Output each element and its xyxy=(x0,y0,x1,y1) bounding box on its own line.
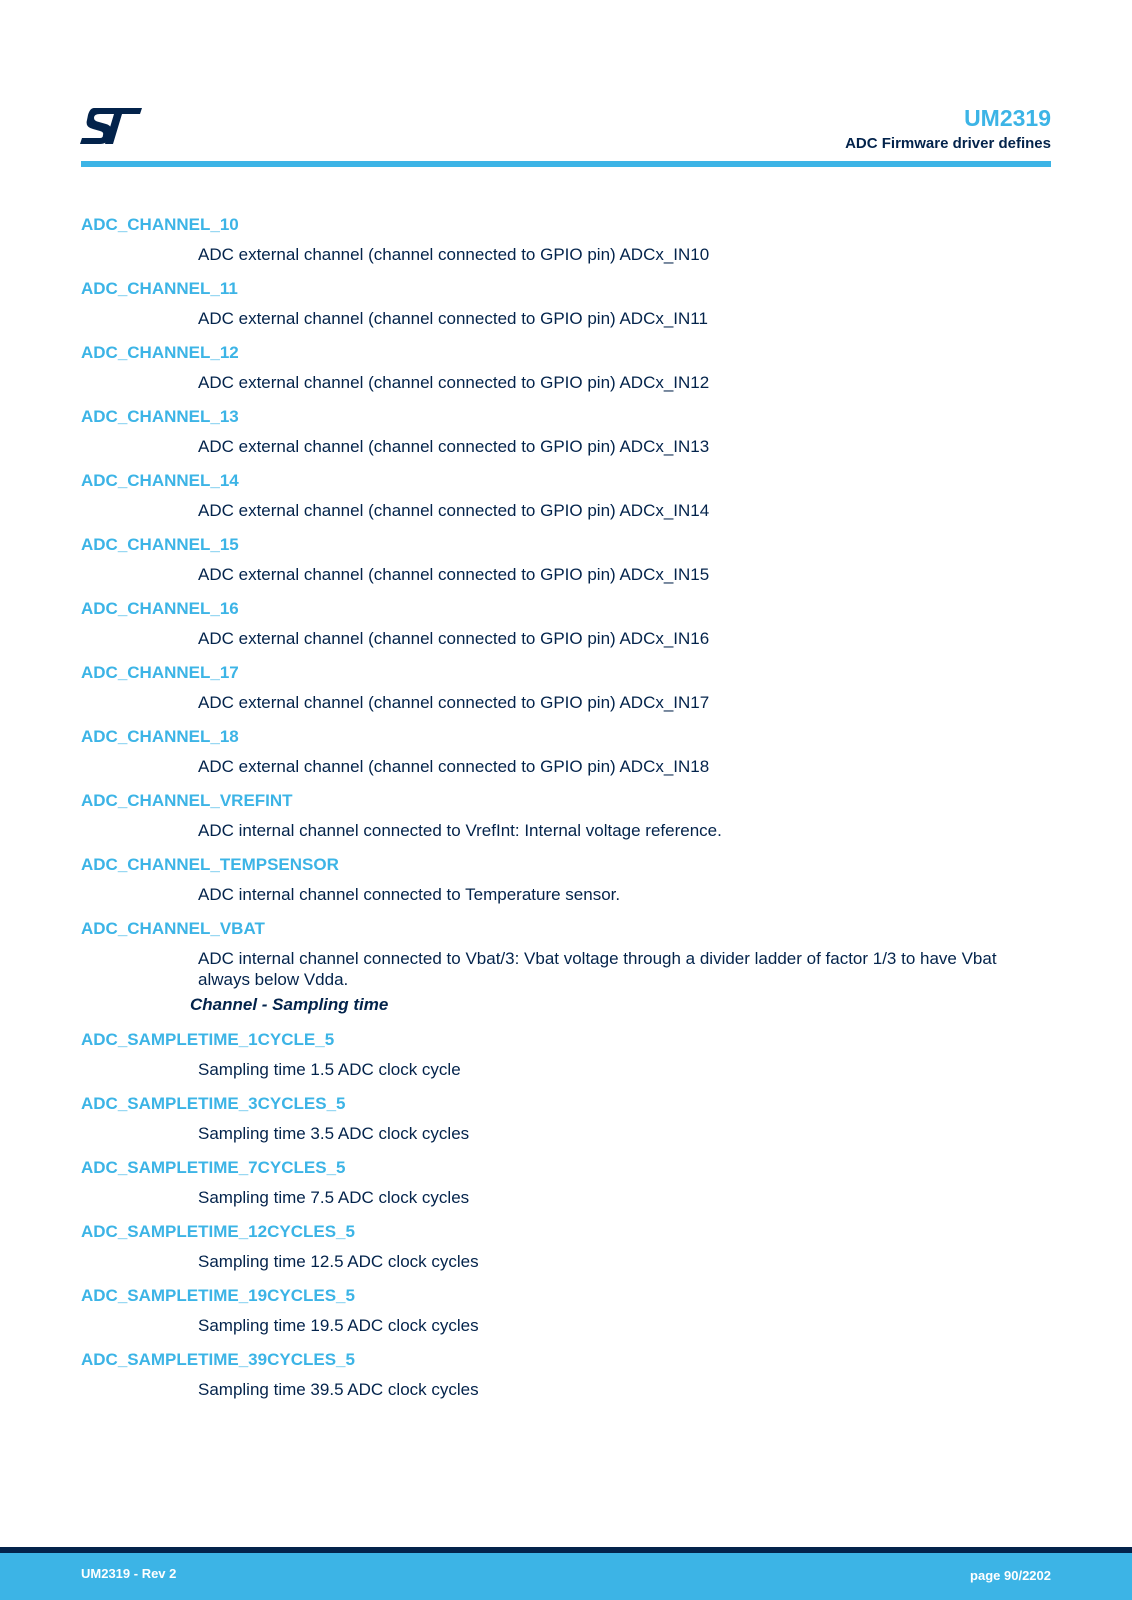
define-description: Sampling time 39.5 ADC clock cycles xyxy=(198,1380,479,1399)
section-title: Channel - Sampling time xyxy=(190,995,389,1014)
define-description: ADC internal channel connected to VrefInt: Internal voltage reference. xyxy=(198,821,722,840)
define-entry xyxy=(81,1093,1051,1144)
st-logo-icon xyxy=(80,108,142,144)
define-description: Sampling time 1.5 ADC clock cycle xyxy=(198,1060,461,1079)
define-description: Sampling time 3.5 ADC clock cycles xyxy=(198,1124,470,1143)
define-description: ADC external channel (channel connected to GPIO pin) ADCx_IN10 xyxy=(198,245,710,264)
define-entry xyxy=(81,598,1051,649)
define-description: ADC external channel (channel connected to GPIO pin) ADCx_IN12 xyxy=(198,373,710,392)
define-entry xyxy=(81,214,1051,265)
define-entry xyxy=(81,534,1051,585)
define-description: ADC external channel (channel connected to GPIO pin) ADCx_IN11 xyxy=(198,309,708,328)
define-entry xyxy=(81,470,1051,521)
define-entry xyxy=(81,854,1051,905)
define-name: ADC_CHANNEL_15 xyxy=(81,535,239,554)
define-description: Sampling time 7.5 ADC clock cycles xyxy=(198,1188,470,1207)
define-name: ADC_SAMPLETIME_39CYCLES_5 xyxy=(81,1350,355,1369)
document-header xyxy=(845,104,1051,154)
define-name: ADC_CHANNEL_TEMPSENSOR xyxy=(81,855,339,874)
define-name: ADC_SAMPLETIME_7CYCLES_5 xyxy=(81,1158,346,1177)
footer-revision: UM2319 - Rev 2 xyxy=(81,1566,177,1581)
define-description: Sampling time 19.5 ADC clock cycles xyxy=(198,1316,479,1335)
define-entry xyxy=(81,1029,1051,1080)
define-description: Sampling time 12.5 ADC clock cycles xyxy=(198,1252,479,1271)
define-name: ADC_CHANNEL_10 xyxy=(81,215,239,234)
define-name: ADC_SAMPLETIME_3CYCLES_5 xyxy=(81,1094,346,1113)
define-name: ADC_CHANNEL_VREFINT xyxy=(81,791,293,810)
define-description: ADC external channel (channel connected to GPIO pin) ADCx_IN18 xyxy=(198,757,710,776)
define-description: ADC external channel (channel connected to GPIO pin) ADCx_IN14 xyxy=(198,501,710,520)
define-description: ADC external channel (channel connected to GPIO pin) ADCx_IN13 xyxy=(198,437,710,456)
define-description: ADC internal channel connected to Temperature sensor. xyxy=(198,885,621,904)
header-rule xyxy=(81,161,1051,167)
define-description: ADC internal channel connected to Vbat/3: Vbat voltage through a divider ladder of factor 1/3 to have Vbat always below Vdda. xyxy=(198,949,997,989)
define-name: ADC_CHANNEL_18 xyxy=(81,727,239,746)
define-name: ADC_SAMPLETIME_12CYCLES_5 xyxy=(81,1222,355,1241)
define-entry xyxy=(81,406,1051,457)
document-subtitle: ADC Firmware driver defines xyxy=(845,135,1051,152)
define-name: ADC_CHANNEL_17 xyxy=(81,663,239,682)
define-name: ADC_SAMPLETIME_1CYCLE_5 xyxy=(81,1030,335,1049)
define-list xyxy=(81,214,1051,1413)
define-entry xyxy=(81,1157,1051,1208)
define-entry xyxy=(81,278,1051,329)
define-description: ADC external channel (channel connected to GPIO pin) ADCx_IN16 xyxy=(198,629,710,648)
document-id: UM2319 xyxy=(964,105,1051,131)
define-name: ADC_CHANNEL_VBAT xyxy=(81,919,265,938)
define-entry xyxy=(81,726,1051,777)
define-description: ADC external channel (channel connected to GPIO pin) ADCx_IN15 xyxy=(198,565,710,584)
define-name: ADC_CHANNEL_11 xyxy=(81,279,238,298)
define-name: ADC_CHANNEL_16 xyxy=(81,599,239,618)
define-entry xyxy=(81,918,1051,990)
define-name: ADC_CHANNEL_14 xyxy=(81,471,239,490)
define-entry xyxy=(81,790,1051,841)
define-name: ADC_CHANNEL_13 xyxy=(81,407,239,426)
define-entry xyxy=(81,1349,1051,1400)
define-name: ADC_CHANNEL_12 xyxy=(81,343,239,362)
define-description: ADC external channel (channel connected to GPIO pin) ADCx_IN17 xyxy=(198,693,710,712)
define-entry xyxy=(81,662,1051,713)
page-number: page 90/2202 xyxy=(970,1568,1051,1583)
page-footer xyxy=(0,1553,1132,1600)
define-entry xyxy=(81,1285,1051,1336)
st-logo xyxy=(80,108,142,144)
define-entry xyxy=(81,1221,1051,1272)
define-entry xyxy=(81,342,1051,393)
define-name: ADC_SAMPLETIME_19CYCLES_5 xyxy=(81,1286,355,1305)
